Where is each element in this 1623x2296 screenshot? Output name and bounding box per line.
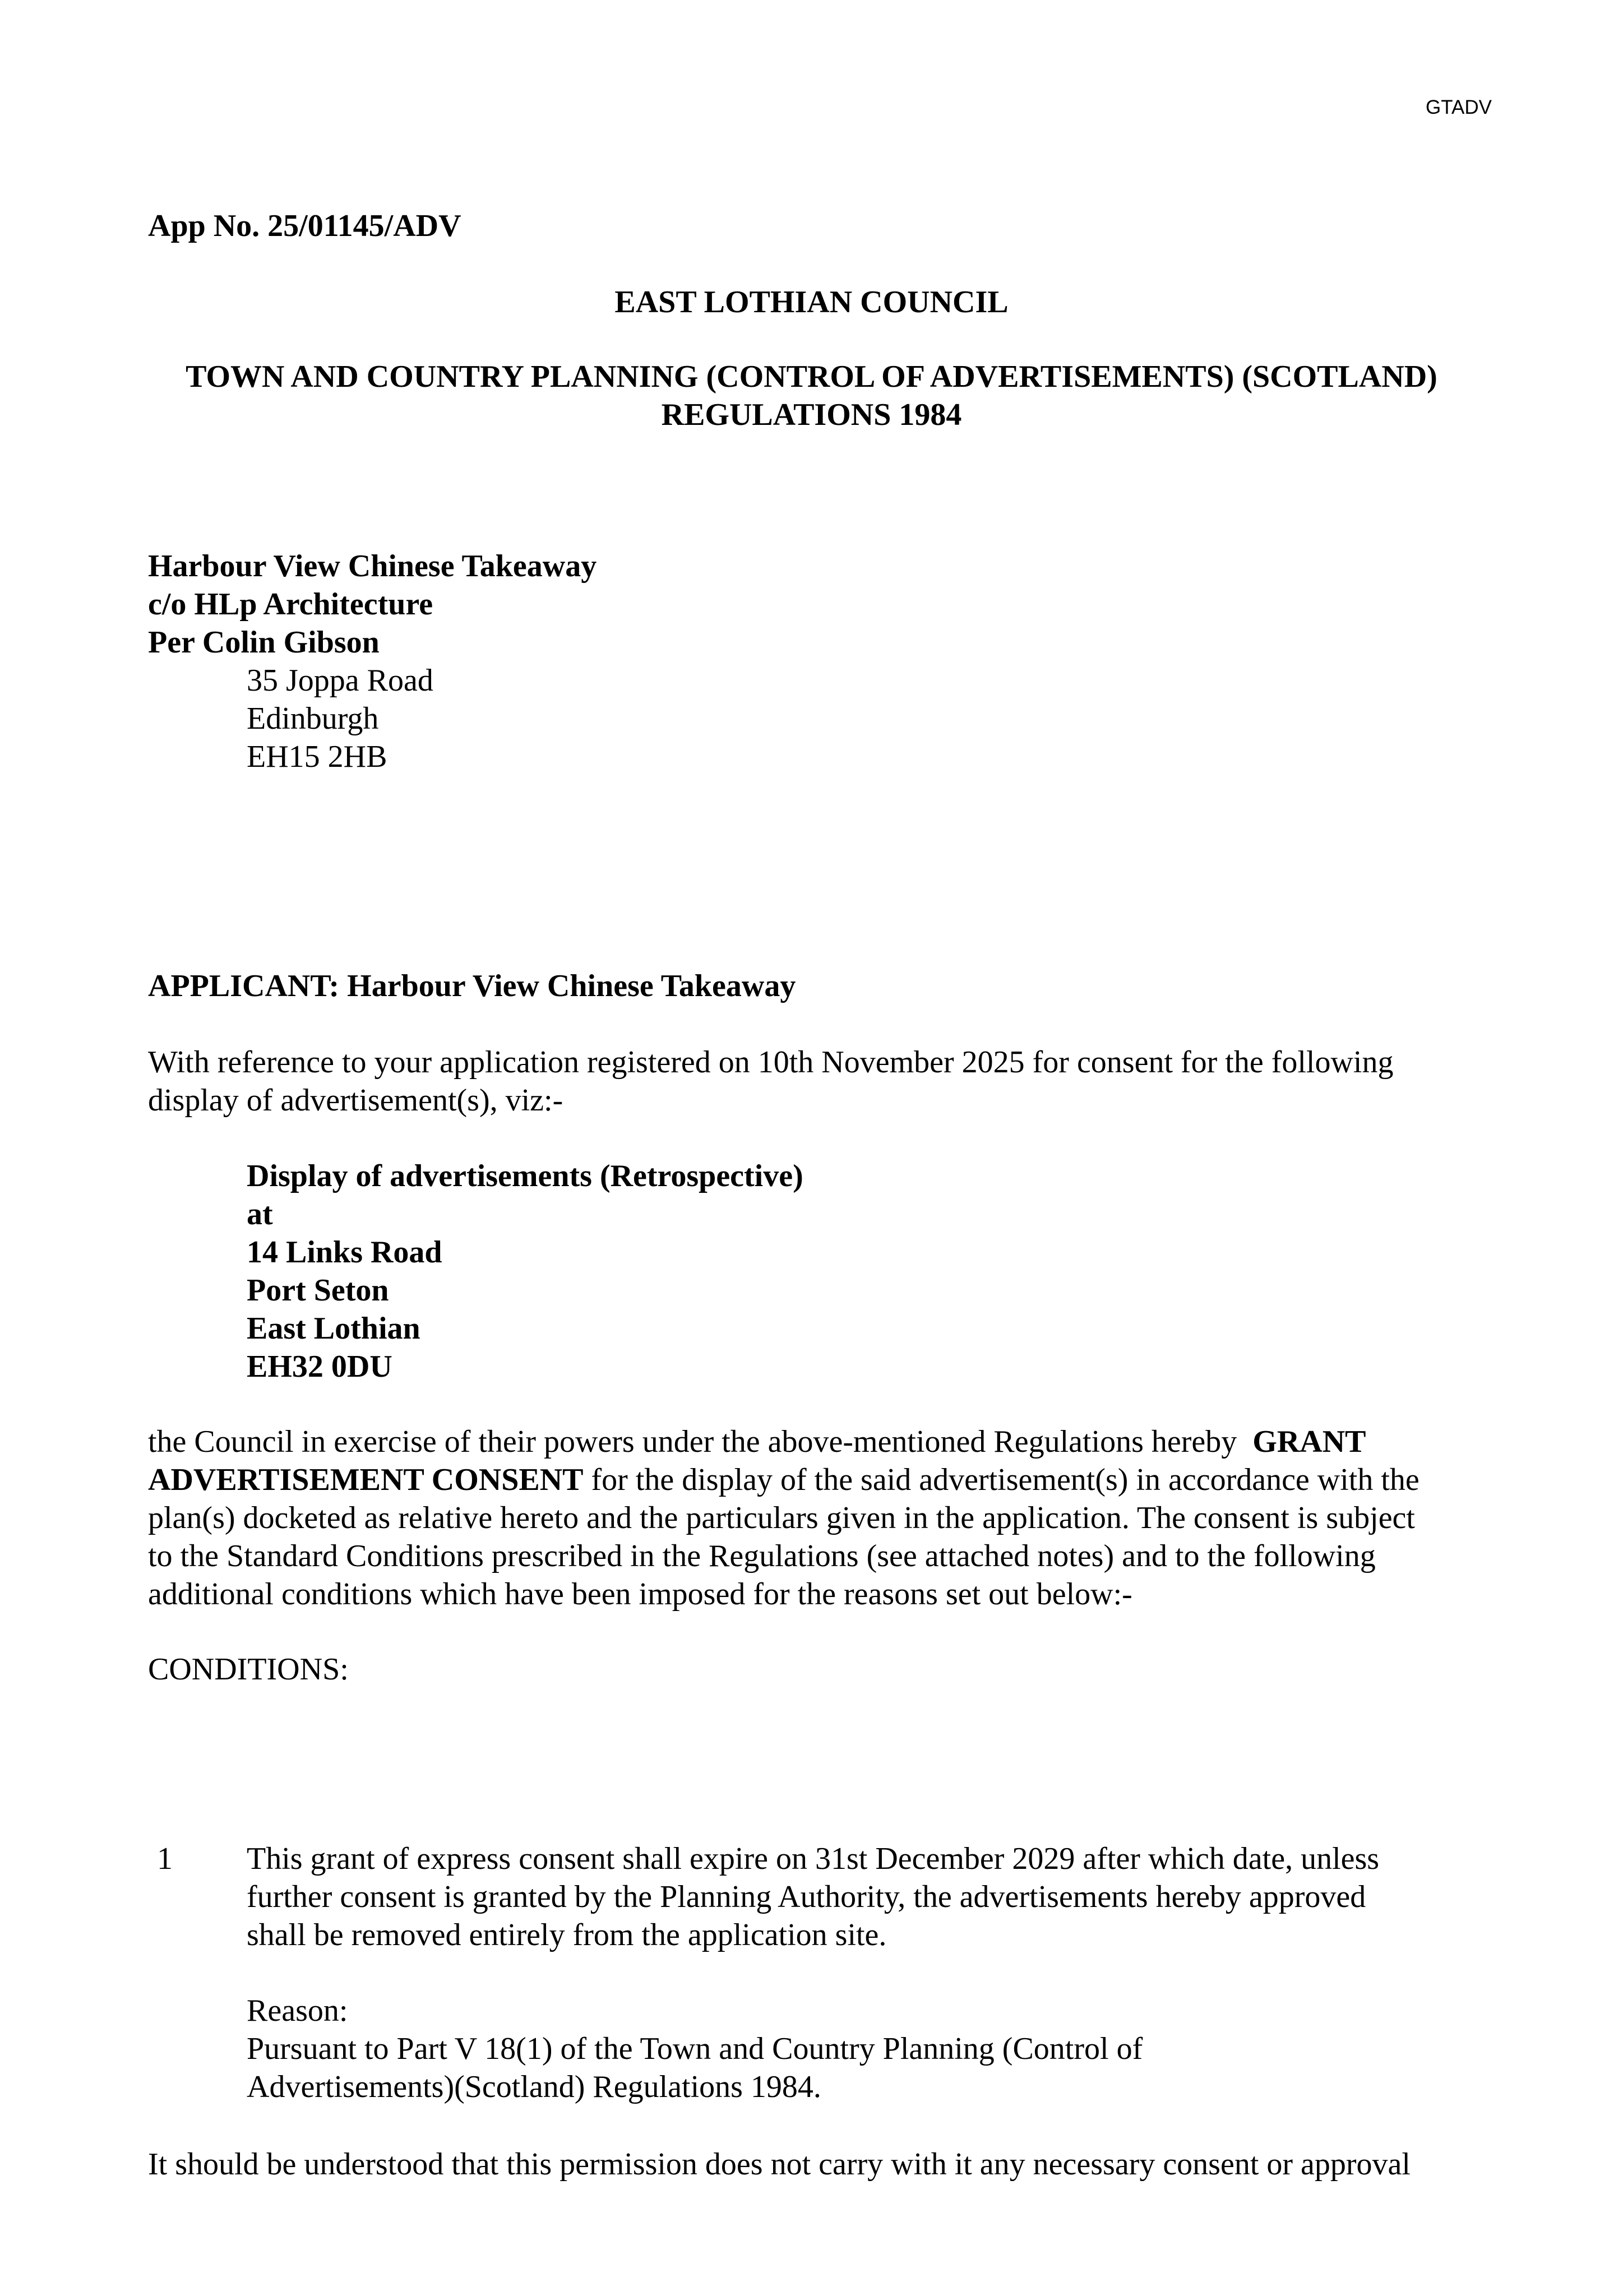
condition-line: This grant of express consent shall expire on 31st December 2029 after which date, unless [247,1841,1380,1876]
regulation-title-line2: REGULATIONS 1984 [661,397,962,432]
proposal-line: EH32 0DU [247,1349,392,1384]
address-line: Edinburgh [247,701,379,736]
proposal-line: at [247,1197,273,1232]
reference-line: With reference to your application registered on 10th November 2025 for consent for the following [148,1045,1394,1080]
proposal-line: 14 Links Road [247,1235,442,1270]
proposal-line: East Lothian [247,1311,420,1346]
address-line: 35 Joppa Road [247,663,433,698]
applicant-line: APPLICANT: Harbour View Chinese Takeaway [148,969,796,1003]
address-line: EH15 2HB [247,739,387,774]
reason-line: Advertisements)(Scotland) Regulations 1984. [247,2070,821,2104]
proposal-line: Display of advertisements (Retrospective) [247,1159,803,1193]
addressee-name-block [148,547,597,661]
council-name: EAST LOTHIAN COUNCIL [614,285,1009,320]
grant-keyword: GRANT [1252,1424,1366,1459]
regulation-title-line1: TOWN AND COUNTRY PLANNING (CONTROL OF ADVERTISEMENTS) (SCOTLAND) [186,359,1437,394]
addressee-name-line: Per Colin Gibson [148,625,380,660]
advertisement-consent-keyword: ADVERTISEMENT CONSENT [148,1462,584,1497]
condition-reason [247,1992,1143,2106]
grant-line: plan(s) docketed as relative hereto and the particulars given in the application. The consent is subject [148,1501,1415,1535]
condition-text [247,1840,1379,1954]
grant-line-text: for the display of the said advertisement(s) in accordance with the [583,1462,1419,1497]
condition-line: shall be removed entirely from the application site. [247,1918,887,1952]
reason-line: Pursuant to Part V 18(1) of the Town and Country Planning (Control of [247,2031,1143,2066]
grant-line: additional conditions which have been imposed for the reasons set out below:- [148,1577,1132,1612]
reference-paragraph [148,1043,1394,1119]
reference-line: display of advertisement(s), viz:- [148,1083,563,1118]
addressee-name-line: c/o HLp Architecture [148,587,433,622]
reason-label: Reason: [247,1993,348,2028]
grant-line [148,1423,1419,1461]
condition-line: further consent is granted by the Planning Authority, the advertisements hereby approved [247,1880,1366,1914]
grant-paragraph [148,1423,1419,1613]
closing-line: It should be understood that this permission does not carry with it any necessary consent or approval [148,2147,1411,2182]
proposal-block [247,1157,803,1386]
condition-number: 1 [157,1841,173,1876]
addressee-name-line: Harbour View Chinese Takeaway [148,549,597,584]
app-number: App No. 25/01145/ADV [148,209,461,243]
grant-line-text: the Council in exercise of their powers under the above-mentioned Regulations hereby [148,1424,1237,1459]
grant-line: to the Standard Conditions prescribed in the Regulations (see attached notes) and to the following [148,1539,1376,1573]
grant-line [148,1461,1419,1499]
proposal-line: Port Seton [247,1273,389,1308]
conditions-heading: CONDITIONS: [148,1652,349,1687]
form-code: GTADV [1426,96,1492,118]
addressee-address-block [247,661,433,776]
